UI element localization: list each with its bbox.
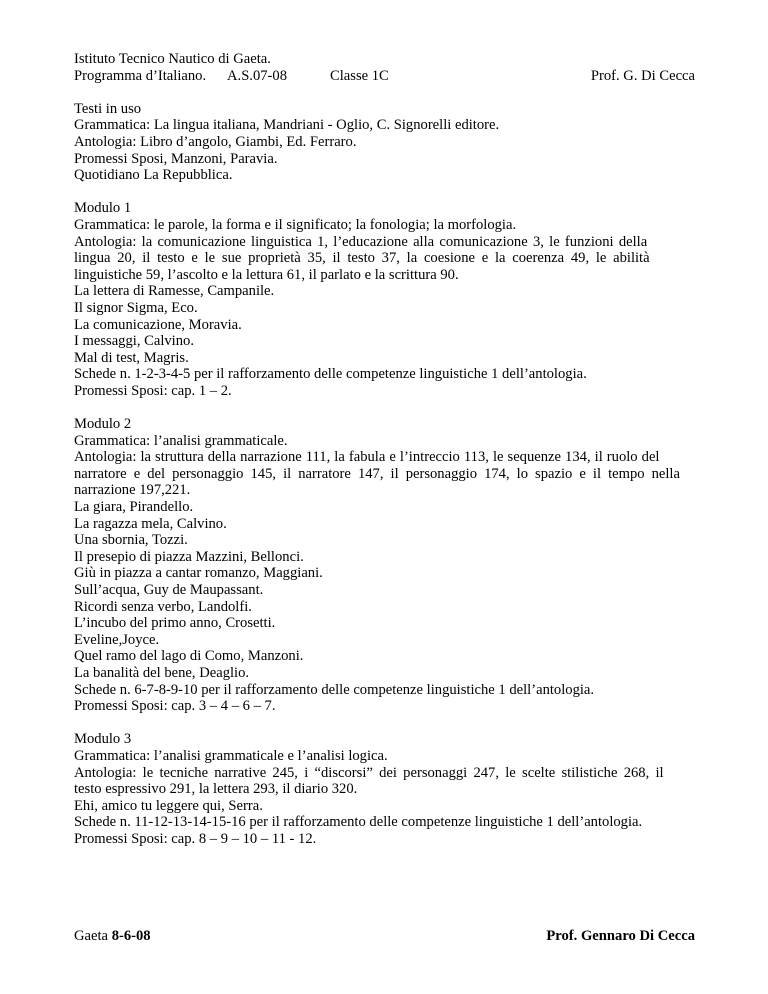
reading-item: Schede n. 11-12-13-14-15-16 per il rafforzamento delle competenze linguistiche 1 dell’antologia. (74, 814, 643, 831)
text-item: Promessi Sposi, Manzoni, Paravia. (74, 150, 278, 167)
reading-item: Mal di test, Magris. (74, 349, 189, 366)
reading-item: Promessi Sposi: cap. 8 – 9 – 10 – 11 - 12. (74, 830, 317, 847)
reading-item: Ricordi senza verbo, Landolfi. (74, 598, 252, 615)
anthology-line: narrazione 197,221. (74, 482, 191, 499)
module-1 (74, 200, 695, 399)
document-body (74, 51, 695, 848)
spacer (74, 399, 695, 416)
text-item: Quotidiano La Repubblica. (74, 167, 233, 184)
place: Gaeta (74, 928, 109, 944)
module-title: Modulo 3 (74, 731, 132, 748)
anthology-line: testo espressivo 291, la lettera 293, il diario 320. (74, 781, 358, 798)
reading-item: L’incubo del primo anno, Crosetti. (74, 615, 276, 632)
anthology-line: linguistiche 59, l’ascolto e la lettura 61, il parlato e la scrittura 90. (74, 266, 459, 283)
module-grammar: Grammatica: l’analisi grammaticale e l’analisi logica. (74, 747, 388, 764)
reading-item: Il presepio di piazza Mazzini, Bellonci. (74, 548, 304, 565)
reading-item: Promessi Sposi: cap. 3 – 4 – 6 – 7. (74, 698, 276, 715)
reading-item: La ragazza mela, Calvino. (74, 515, 227, 532)
signature: Prof. Gennaro Di Cecca (546, 928, 695, 944)
texts-heading: Testi in uso (74, 100, 142, 117)
module-title: Modulo 2 (74, 416, 132, 433)
module-2 (74, 416, 695, 715)
reading-item: Sull’acqua, Guy de Maupassant. (74, 582, 264, 598)
reading-item: La comunicazione, Moravia. (74, 316, 242, 333)
reading-item: Il signor Sigma, Eco. (74, 299, 198, 316)
reading-item: Schede n. 6-7-8-9-10 per il rafforzamento delle competenze linguistiche 1 dell’antologia. (74, 681, 595, 698)
spacer (74, 715, 695, 732)
reading-item: Quel ramo del lago di Como, Manzoni. (74, 648, 304, 665)
texts-section (74, 101, 695, 184)
teacher-name: Prof. G. Di Cecca (590, 67, 695, 84)
reading-item: Ehi, amico tu leggere qui, Serra. (74, 797, 263, 814)
reading-item: La giara, Pirandello. (74, 499, 194, 516)
reading-item: La lettera di Ramesse, Campanile. (74, 283, 275, 300)
school-year: A.S.07-08 (227, 67, 287, 84)
text-item: Antologia: Libro d’angolo, Giambi, Ed. Ferraro. (74, 133, 357, 150)
module-anthology (74, 234, 695, 284)
reading-item: I messaggi, Calvino. (74, 333, 194, 350)
module-anthology (74, 449, 695, 499)
module-anthology (74, 765, 695, 798)
reading-item: Promessi Sposi: cap. 1 – 2. (74, 382, 232, 399)
module-grammar: Grammatica: l’analisi grammaticale. (74, 432, 288, 449)
place-date (74, 928, 151, 945)
anthology-line: narratore e del personaggio 145, il narratore 147, il personaggio 174, lo spazio e il tempo nella (74, 465, 680, 482)
program-title: Programma d’Italiano. (74, 67, 207, 84)
class-name: Classe 1C (330, 67, 389, 84)
text-item: Grammatica: La lingua italiana, Mandriani - Oglio, C. Signorelli editore. (74, 117, 500, 134)
module-grammar: Grammatica: le parole, la forma e il significato; la fonologia; la morfologia. (74, 216, 517, 233)
document-header (74, 51, 695, 84)
document-footer (74, 928, 695, 946)
spacer (74, 84, 695, 101)
spacer (74, 184, 695, 201)
reading-item: La banalità del bene, Deaglio. (74, 664, 250, 681)
anthology-line: Antologia: le tecniche narrative 245, i “discorsi” dei personaggi 247, le scelte stilistiche 268, il (74, 764, 664, 781)
reading-item: Una sbornia, Tozzi. (74, 532, 188, 549)
reading-item: Schede n. 1-2-3-4-5 per il rafforzamento delle competenze linguistiche 1 dell’antologia. (74, 366, 587, 383)
anthology-line: Antologia: la comunicazione linguistica 1, l’educazione alla comunicazione 3, le funzioni della (74, 233, 648, 250)
reading-item: Giù in piazza a cantar romanzo, Maggiani. (74, 565, 323, 582)
reading-item: Eveline,Joyce. (74, 631, 160, 648)
anthology-line: lingua 20, il testo e le sue proprietà 35, il testo 37, la coesione e la coerenza 49, le abilità (74, 250, 650, 267)
module-title: Modulo 1 (74, 200, 132, 217)
program-info-row (74, 68, 695, 85)
anthology-line: Antologia: la struttura della narrazione 111, la fabula e l’intreccio 113, le sequenze 134, il ruolo del (74, 449, 660, 466)
module-3 (74, 731, 695, 847)
date: 8-6-08 (111, 928, 151, 944)
institute-name: Istituto Tecnico Nautico di Gaeta. (74, 51, 271, 67)
